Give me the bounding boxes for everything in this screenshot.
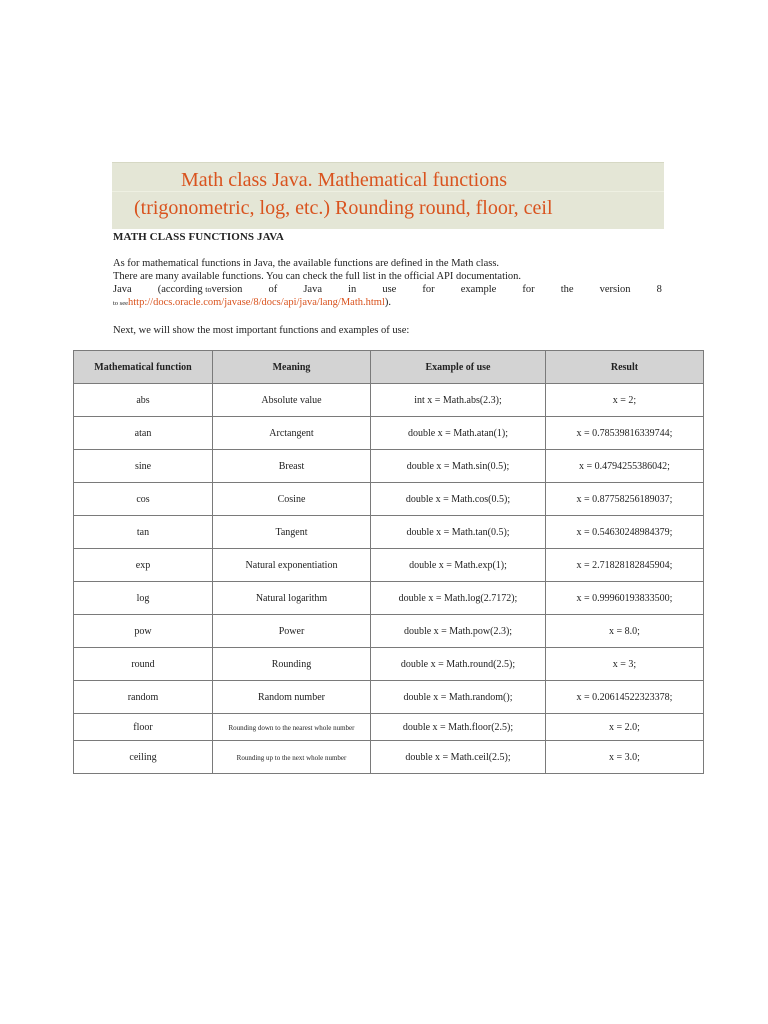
header-meaning: Meaning — [213, 351, 371, 384]
header-example: Example of use — [371, 351, 546, 384]
table-row — [74, 648, 704, 681]
cell-function: tan — [74, 516, 213, 549]
math-functions-table — [73, 350, 704, 774]
cell-result: x = 2.0; — [546, 714, 704, 741]
word: Java — [113, 284, 132, 295]
cell-example: double x = Math.exp(1); — [371, 549, 546, 582]
paragraph-available: There are many available functions. You can check the full list in the official API documentation. — [113, 271, 522, 282]
table-row — [74, 714, 704, 741]
cell-function: cos — [74, 483, 213, 516]
cell-result: x = 0.4794255386042; — [546, 450, 704, 483]
word: (according toversion — [157, 284, 243, 295]
table-row — [74, 549, 704, 582]
cell-example: double x = Math.floor(2.5); — [371, 714, 546, 741]
cell-result: x = 0.20614522323378; — [546, 681, 704, 714]
table-row — [74, 681, 704, 714]
cell-meaning-text: Rounding down to the nearest whole number — [228, 723, 355, 732]
paragraph-java-version — [113, 283, 662, 296]
word: use — [382, 284, 397, 295]
word: for — [422, 284, 435, 295]
cell-meaning: Tangent — [213, 516, 371, 549]
doc-link-prefix: to see — [113, 300, 128, 307]
table-row — [74, 615, 704, 648]
cell-meaning-text: Rounding up to the next whole number — [236, 753, 347, 762]
cell-meaning: Power — [213, 615, 371, 648]
cell-result: x = 2; — [546, 384, 704, 417]
table-row — [74, 741, 704, 774]
table-header-row — [74, 351, 704, 384]
cell-function: floor — [74, 714, 213, 741]
cell-example: double x = Math.pow(2.3); — [371, 615, 546, 648]
word: example — [460, 284, 497, 295]
cell-result: x = 8.0; — [546, 615, 704, 648]
cell-function: exp — [74, 549, 213, 582]
cell-example: double x = Math.atan(1); — [371, 417, 546, 450]
cell-meaning: Rounding — [213, 648, 371, 681]
cell-example: double x = Math.tan(0.5); — [371, 516, 546, 549]
cell-result: x = 0.78539816339744; — [546, 417, 704, 450]
title-banner — [112, 162, 664, 229]
cell-meaning: Random number — [213, 681, 371, 714]
cell-example: double x = Math.sin(0.5); — [371, 450, 546, 483]
paragraph-intro: As for mathematical functions in Java, the available functions are defined in the Math class. — [113, 258, 500, 269]
word: Java — [303, 284, 323, 295]
word: version — [599, 284, 631, 295]
cell-example: int x = Math.abs(2.3); — [371, 384, 546, 417]
table-row — [74, 450, 704, 483]
paragraph-next: Next, we will show the most important functions and examples of use: — [113, 325, 410, 336]
doc-link-suffix: ). — [384, 297, 392, 308]
word: 8 — [656, 284, 662, 295]
cell-result: x = 0.54630248984379; — [546, 516, 704, 549]
table-row — [74, 582, 704, 615]
cell-example: double x = Math.cos(0.5); — [371, 483, 546, 516]
page-title-line-1: Math class Java. Mathematical functions — [181, 169, 508, 191]
cell-result: x = 2.71828182845904; — [546, 549, 704, 582]
cell-function: round — [74, 648, 213, 681]
cell-example: double x = Math.ceil(2.5); — [371, 741, 546, 774]
cell-meaning: Cosine — [213, 483, 371, 516]
page-title-line-2: (trigonometric, log, etc.) Rounding round, floor, ceil — [134, 197, 553, 219]
cell-result: x = 0.99960193833500; — [546, 582, 704, 615]
cell-meaning: Natural logarithm — [213, 582, 371, 615]
word: in — [348, 284, 357, 295]
cell-function: log — [74, 582, 213, 615]
cell-function: ceiling — [74, 741, 213, 774]
cell-meaning: Arctangent — [213, 417, 371, 450]
word: for — [522, 284, 535, 295]
word: the — [560, 284, 574, 295]
cell-result: x = 3.0; — [546, 741, 704, 774]
cell-function: atan — [74, 417, 213, 450]
cell-example: double x = Math.round(2.5); — [371, 648, 546, 681]
table-row — [74, 483, 704, 516]
cell-result: x = 3; — [546, 648, 704, 681]
cell-meaning — [213, 714, 371, 741]
cell-result: x = 0.87758256189037; — [546, 483, 704, 516]
cell-meaning — [213, 741, 371, 774]
cell-example: double x = Math.log(2.7172); — [371, 582, 546, 615]
header-result: Result — [546, 351, 704, 384]
api-doc-link[interactable]: http://docs.oracle.com/javase/8/docs/api/java/lang/Math.html — [127, 297, 385, 308]
cell-example: double x = Math.random(); — [371, 681, 546, 714]
cell-meaning: Absolute value — [213, 384, 371, 417]
table-row — [74, 516, 704, 549]
cell-meaning: Breast — [213, 450, 371, 483]
cell-meaning: Natural exponentiation — [213, 549, 371, 582]
word: of — [268, 284, 278, 295]
section-heading: MATH CLASS FUNCTIONS JAVA — [113, 231, 284, 243]
cell-function: pow — [74, 615, 213, 648]
cell-function: sine — [74, 450, 213, 483]
header-function: Mathematical function — [74, 351, 213, 384]
cell-function: random — [74, 681, 213, 714]
paragraph-doc-link — [113, 296, 391, 310]
table-row — [74, 384, 704, 417]
cell-function: abs — [74, 384, 213, 417]
table-row — [74, 417, 704, 450]
